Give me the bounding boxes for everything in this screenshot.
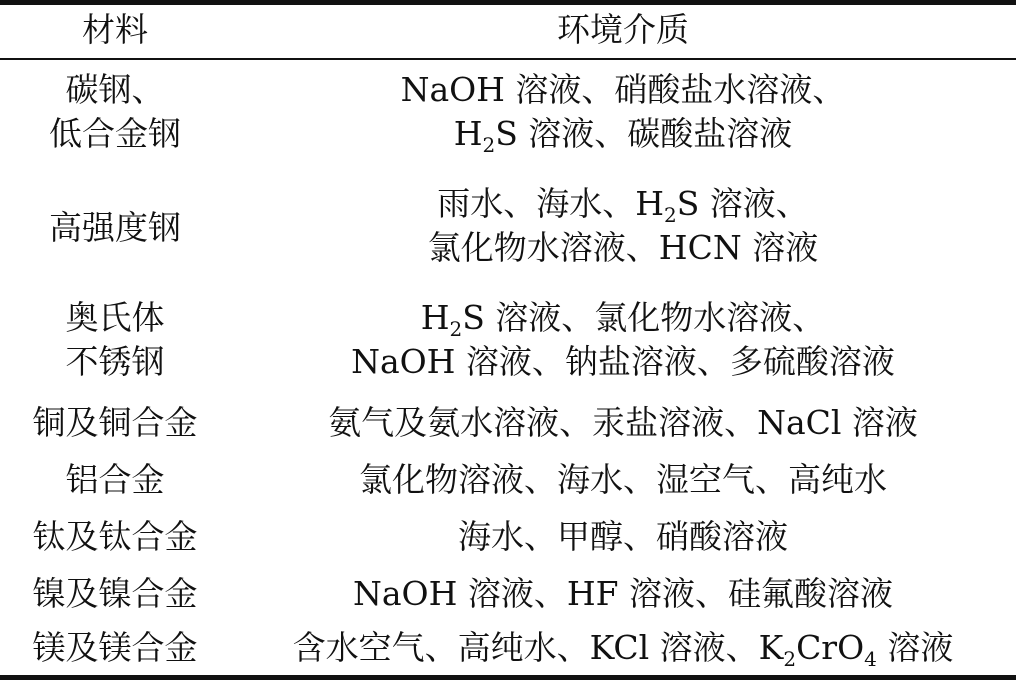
row-environment-copper: [230, 401, 1016, 445]
environment-line: $H_2S$ 溶液、碳酸盐溶液: [453, 114, 793, 157]
row-environment-titanium: [230, 515, 1016, 559]
environment-line: 氯化物溶液、海水、湿空气、高纯水: [359, 460, 887, 499]
environment-line: 海水、甲醇、硝酸溶液: [458, 517, 788, 556]
subscript: 2: [482, 133, 496, 157]
row-environment-carbon-steel: [230, 68, 1016, 156]
row-environment-aluminum: [230, 458, 1016, 502]
table-bottom-rule: [0, 675, 1016, 680]
environment-line: NaOH 溶液、钠盐溶液、多硫酸溶液: [351, 342, 895, 381]
material-line: 不锈钢: [65, 342, 165, 381]
row-material-magnesium: 镁及镁合金: [32, 628, 198, 667]
header-rule: [0, 58, 1016, 60]
table-top-rule: [0, 0, 1016, 5]
material-line: 低合金钢: [49, 114, 181, 153]
row-environment-high-strength-steel: [230, 182, 1016, 270]
header-material: 材料: [82, 10, 148, 49]
row-material-high-strength-steel: 高强度钢: [49, 208, 181, 247]
environment-line: 氯化物水溶液、HCN 溶液: [427, 228, 819, 267]
material-line: 碳钢、: [65, 70, 165, 109]
row-material-titanium: 钛及钛合金: [32, 517, 198, 556]
environment-line: NaOH 溶液、HF 溶液、硅氟酸溶液: [352, 574, 894, 613]
environment-line: NaOH 溶液、硝酸盐水溶液、: [400, 70, 846, 109]
subscript: 2: [783, 647, 797, 671]
environment-line: 含水空气、高纯水、KCl 溶液、$K_2CrO_4$ 溶液: [292, 628, 954, 671]
row-environment-magnesium: [230, 626, 1016, 670]
row-material-carbon-steel: [0, 68, 230, 156]
row-material-aluminum: 铝合金: [65, 460, 165, 499]
material-line: 奥氏体: [65, 298, 165, 337]
environment-line: 雨水、海水、$H_2S$ 溶液、: [437, 184, 809, 227]
row-environment-nickel: [230, 572, 1016, 616]
row-environment-austenitic-stainless: [230, 296, 1016, 384]
subscript: 2: [449, 317, 463, 341]
environment-line: $H_2S$ 溶液、氯化物水溶液、: [420, 298, 826, 341]
header-environment: 环境介质: [557, 10, 689, 49]
row-material-austenitic-stainless: [0, 296, 230, 384]
row-material-nickel: 镍及镍合金: [32, 574, 198, 613]
environment-line: 氨气及氨水溶液、汞盐溶液、NaCl 溶液: [328, 403, 918, 442]
subscript: 2: [663, 203, 677, 227]
subscript: 4: [864, 647, 877, 671]
row-material-copper: 铜及铜合金: [32, 403, 198, 442]
